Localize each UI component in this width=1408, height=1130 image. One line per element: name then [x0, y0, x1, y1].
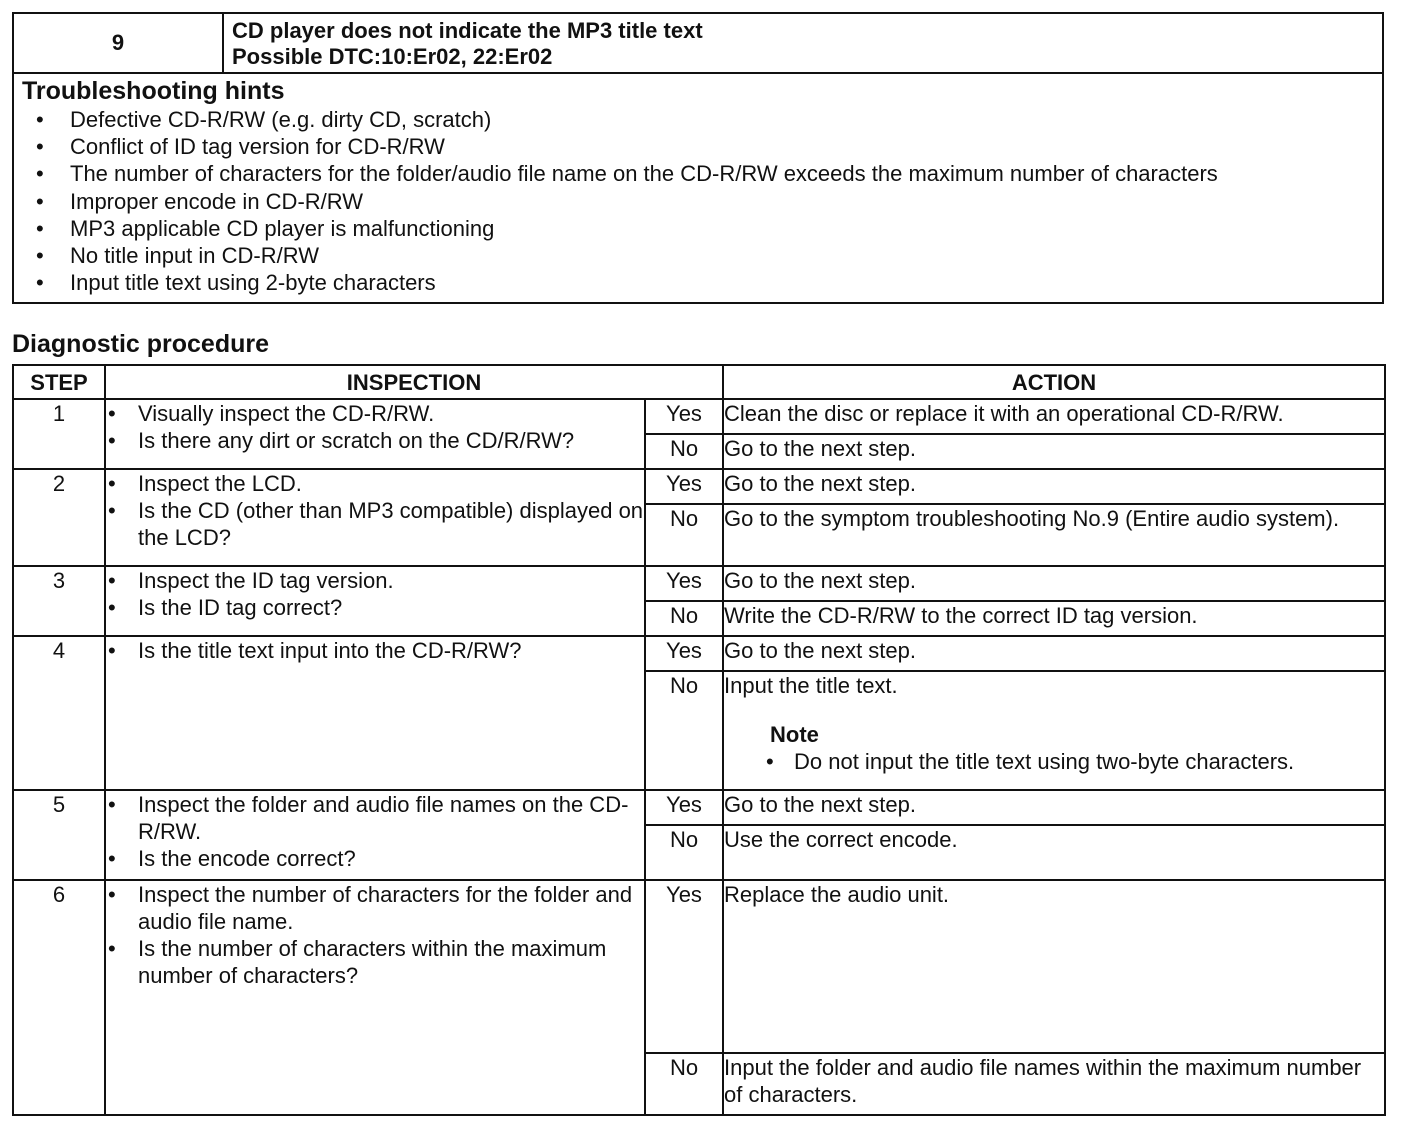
table-header-row: [13, 365, 1385, 399]
symptom-header-row: [14, 14, 1382, 74]
hint-item: • No title input in CD-R/RW: [36, 242, 1374, 269]
troubleshooting-hints: [14, 74, 1382, 302]
yes-label: Yes: [645, 880, 723, 1053]
hint-item: • Defective CD-R/RW (e.g. dirty CD, scratch): [36, 106, 1374, 133]
document-page: [12, 12, 1384, 1107]
inspection-item: • Is the number of characters within the maximum number of characters?: [106, 935, 644, 989]
no-action: Input the title text.: [724, 673, 898, 698]
no-label: No: [645, 504, 723, 566]
yes-action: Replace the audio unit.: [723, 880, 1385, 1053]
hint-item: • MP3 applicable CD player is malfunctioning: [36, 215, 1374, 242]
inspection-cell: [105, 566, 645, 636]
no-action-cell: [723, 671, 1385, 790]
no-action: Input the folder and audio file names within the maximum number of characters.: [723, 1053, 1385, 1115]
yes-label: Yes: [645, 566, 723, 601]
symptom-title-line: CD player does not indicate the MP3 title text: [232, 18, 703, 43]
step-number: 3: [13, 566, 105, 636]
no-action: Write the CD-R/RW to the correct ID tag version.: [723, 601, 1385, 636]
inspection-cell: [105, 469, 645, 566]
table-row: [13, 636, 1385, 671]
step-number: 1: [13, 399, 105, 469]
step-number: 6: [13, 880, 105, 1115]
inspection-cell: [105, 880, 645, 1115]
inspection-item: • Inspect the LCD.: [106, 470, 644, 497]
step-header: STEP: [13, 365, 105, 399]
hints-title: Troubleshooting hints: [22, 77, 285, 105]
no-label: No: [645, 671, 723, 790]
no-label: No: [645, 1053, 723, 1115]
note-item: • Do not input the title text using two-byte characters.: [724, 748, 1384, 775]
no-label: No: [645, 434, 723, 469]
step-number: 4: [13, 636, 105, 790]
hint-item: • Conflict of ID tag version for CD-R/RW: [36, 133, 1374, 160]
no-label: No: [645, 825, 723, 880]
diagnostic-procedure-title: Diagnostic procedure: [12, 330, 269, 358]
yes-label: Yes: [645, 469, 723, 504]
action-header: ACTION: [723, 365, 1385, 399]
inspection-item: • Inspect the ID tag version.: [106, 567, 644, 594]
yes-action: Go to the next step.: [723, 790, 1385, 825]
hint-item: • Input title text using 2-byte characters: [36, 269, 1374, 296]
inspection-item: • Inspect the number of characters for the folder and audio file name.: [106, 881, 644, 935]
yes-action: Go to the next step.: [723, 469, 1385, 504]
hint-item: • The number of characters for the folder/audio file name on the CD-R/RW exceeds the maximum number of characters: [36, 160, 1374, 187]
hints-list: [22, 106, 1374, 296]
step-number: 2: [13, 469, 105, 566]
note-title: Note: [770, 722, 819, 747]
table-row: [13, 469, 1385, 504]
yes-action: Go to the next step.: [723, 636, 1385, 671]
yes-action: Clean the disc or replace it with an operational CD-R/RW.: [723, 399, 1385, 434]
no-action: Use the correct encode.: [723, 825, 1385, 880]
table-row: [13, 566, 1385, 601]
inspection-cell: [105, 790, 645, 880]
symptom-number: 9: [14, 14, 224, 72]
no-action: Go to the next step.: [723, 434, 1385, 469]
inspection-item: • Inspect the folder and audio file names on the CD-R/RW.: [106, 791, 644, 845]
symptom-title: [224, 14, 703, 72]
inspection-item: • Visually inspect the CD-R/RW.: [106, 400, 644, 427]
table-row: [13, 880, 1385, 1053]
inspection-item: • Is the encode correct?: [106, 845, 644, 872]
inspection-item: • Is the CD (other than MP3 compatible) displayed on the LCD?: [106, 497, 644, 551]
no-label: No: [645, 601, 723, 636]
dtc-line: Possible DTC:10:Er02, 22:Er02: [232, 44, 553, 69]
yes-label: Yes: [645, 636, 723, 671]
step-number: 5: [13, 790, 105, 880]
inspection-cell: [105, 399, 645, 469]
inspection-header: INSPECTION: [105, 365, 723, 399]
yes-label: Yes: [645, 399, 723, 434]
yes-label: Yes: [645, 790, 723, 825]
no-action: Go to the symptom troubleshooting No.9 (Entire audio system).: [723, 504, 1385, 566]
table-row: [13, 399, 1385, 434]
inspection-item: • Is there any dirt or scratch on the CD/R/RW?: [106, 427, 644, 454]
hint-item: • Improper encode in CD-R/RW: [36, 188, 1374, 215]
inspection-item: • Is the title text input into the CD-R/RW?: [106, 637, 644, 664]
inspection-cell: [105, 636, 645, 790]
symptom-header-box: [12, 12, 1384, 304]
table-row: [13, 790, 1385, 825]
diagnostic-procedure-table: [12, 364, 1386, 1116]
inspection-item: • Is the ID tag correct?: [106, 594, 644, 621]
yes-action: Go to the next step.: [723, 566, 1385, 601]
